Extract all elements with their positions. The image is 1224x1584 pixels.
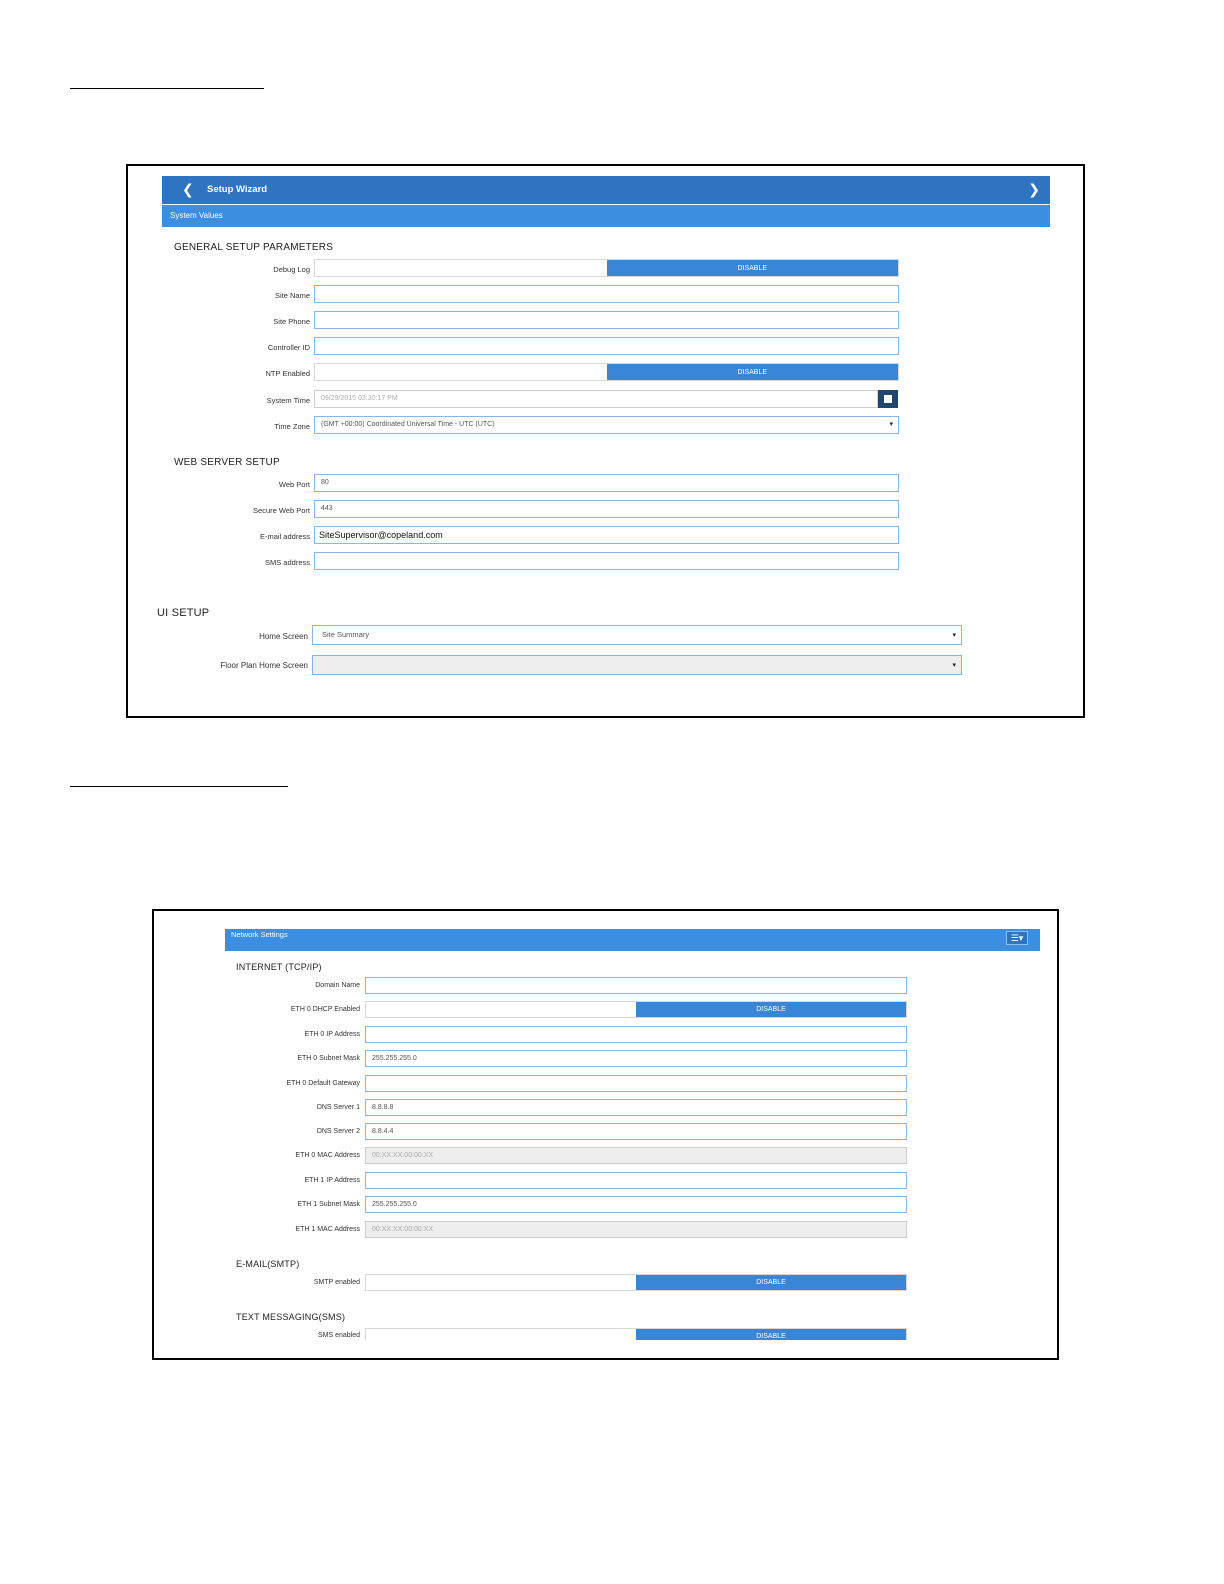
home-screen-select[interactable] xyxy=(312,625,962,645)
sms-address-label: SMS address xyxy=(264,558,310,567)
system-values-bar xyxy=(162,205,1050,227)
secure-web-port-input[interactable]: 443 xyxy=(314,500,899,518)
eth0-dhcp-toggle[interactable] xyxy=(365,1001,907,1018)
eth0-mac-input: 00:XX:XX:00:00:XX xyxy=(365,1147,907,1164)
internet-tcpip-title: INTERNET (TCP/IP) xyxy=(236,962,322,972)
setup-wizard-screenshot xyxy=(126,164,1085,718)
eth0-gateway-input[interactable] xyxy=(365,1075,907,1092)
eth0-dhcp-disable-button[interactable]: DISABLE xyxy=(636,1002,906,1017)
calendar-button[interactable] xyxy=(878,390,898,408)
sms-address-input[interactable] xyxy=(314,552,899,570)
time-zone-value: (GMT +00:00) Coordinated Universal Time - UTC (UTC) xyxy=(321,421,495,428)
eth1-mac-input: 00:XX:XX:00:00:XX xyxy=(365,1221,907,1238)
site-name-label: Site Name xyxy=(274,291,310,300)
eth0-subnet-label: ETH 0 Subnet Mask xyxy=(297,1055,360,1062)
home-screen-label: Home Screen xyxy=(259,632,308,641)
debug-log-toggle[interactable] xyxy=(314,259,899,277)
sms-enabled-label: SMS enabled xyxy=(317,1332,360,1339)
smtp-enabled-label: SMTP enabled xyxy=(313,1279,360,1286)
general-setup-title: GENERAL SETUP PARAMETERS xyxy=(174,242,334,253)
system-time-input[interactable]: 09/29/2015 03:30:17 PM xyxy=(314,390,878,408)
controller-id-input[interactable] xyxy=(314,337,899,355)
system-time-label: System Time xyxy=(266,396,310,405)
floor-plan-home-screen-label: Floor Plan Home Screen xyxy=(220,661,308,670)
ui-setup-title: UI SETUP xyxy=(157,607,210,619)
sms-disable-button[interactable]: DISABLE xyxy=(636,1329,906,1340)
eth1-subnet-input[interactable]: 255.255.255.0 xyxy=(365,1196,907,1213)
web-server-setup-title: WEB SERVER SETUP xyxy=(174,457,280,468)
text-messaging-sms-title: TEXT MESSAGING(SMS) xyxy=(236,1312,346,1322)
web-port-input[interactable]: 80 xyxy=(314,474,899,492)
eth1-ip-label: ETH 1 IP Address xyxy=(304,1177,360,1184)
hamburger-menu-icon[interactable]: ☰▾ xyxy=(1006,931,1028,945)
debug-log-disable-button[interactable]: DISABLE xyxy=(607,260,899,276)
domain-name-label: Domain Name xyxy=(315,982,360,989)
sms-enabled-toggle[interactable] xyxy=(365,1328,907,1340)
calendar-icon xyxy=(884,395,892,403)
system-values-title: System Values xyxy=(170,211,223,220)
heading-underline-1 xyxy=(70,88,264,89)
network-settings-header xyxy=(225,929,1040,951)
ntp-disable-button[interactable]: DISABLE xyxy=(607,364,899,380)
site-phone-input[interactable] xyxy=(314,311,899,329)
debug-log-label: Debug Log xyxy=(273,265,310,274)
email-smtp-title: E-MAIL(SMTP) xyxy=(236,1259,300,1269)
eth0-ip-input[interactable] xyxy=(365,1026,907,1043)
eth1-mac-label: ETH 1 MAC Address xyxy=(295,1226,360,1233)
wizard-header xyxy=(162,176,1050,204)
smtp-disable-button[interactable]: DISABLE xyxy=(636,1275,906,1290)
eth1-ip-input[interactable] xyxy=(365,1172,907,1189)
dropdown-arrow-icon: ▾ xyxy=(952,632,956,639)
eth1-subnet-label: ETH 1 Subnet Mask xyxy=(297,1201,360,1208)
time-zone-select[interactable] xyxy=(314,416,899,434)
dns-server-1-input[interactable]: 8.8.8.8 xyxy=(365,1099,907,1116)
eth0-subnet-input[interactable]: 255.255.255.0 xyxy=(365,1050,907,1067)
dropdown-arrow-icon: ▾ xyxy=(952,662,956,669)
smtp-enabled-toggle[interactable] xyxy=(365,1274,907,1291)
eth0-gateway-label: ETH 0 Default Gateway xyxy=(286,1080,360,1087)
controller-id-label: Controller ID xyxy=(267,343,310,352)
time-zone-label: Time Zone xyxy=(274,422,310,431)
site-phone-label: Site Phone xyxy=(273,317,310,326)
eth0-mac-label: ETH 0 MAC Address xyxy=(295,1152,360,1159)
chevron-right-icon[interactable]: ❯ xyxy=(1028,181,1040,197)
chevron-left-icon[interactable]: ❮ xyxy=(182,181,194,197)
ntp-enabled-toggle[interactable] xyxy=(314,363,899,381)
email-address-label: E-mail address xyxy=(259,532,310,541)
eth0-ip-label: ETH 0 IP Address xyxy=(304,1031,360,1038)
floor-plan-home-screen-select[interactable] xyxy=(312,655,962,675)
ntp-enabled-label: NTP Enabled xyxy=(265,369,310,378)
secure-web-port-label: Secure Web Port xyxy=(253,506,310,515)
domain-name-input[interactable] xyxy=(365,977,907,994)
web-port-label: Web Port xyxy=(278,480,310,489)
network-settings-title: Network Settings xyxy=(231,930,288,939)
dns-server-2-label: DNS Server 2 xyxy=(316,1128,360,1135)
wizard-title: Setup Wizard xyxy=(207,184,268,195)
network-settings-screenshot xyxy=(152,909,1059,1360)
email-address-input[interactable]: SiteSupervisor@copeland.com xyxy=(314,526,899,544)
dropdown-arrow-icon: ▾ xyxy=(889,421,893,428)
heading-underline-2 xyxy=(70,786,288,787)
eth0-dhcp-label: ETH 0 DHCP Enabled xyxy=(290,1006,360,1013)
site-name-input[interactable] xyxy=(314,285,899,303)
dns-server-1-label: DNS Server 1 xyxy=(316,1104,360,1111)
dns-server-2-input[interactable]: 8.8.4.4 xyxy=(365,1123,907,1140)
home-screen-value: Site Summary xyxy=(322,630,370,639)
